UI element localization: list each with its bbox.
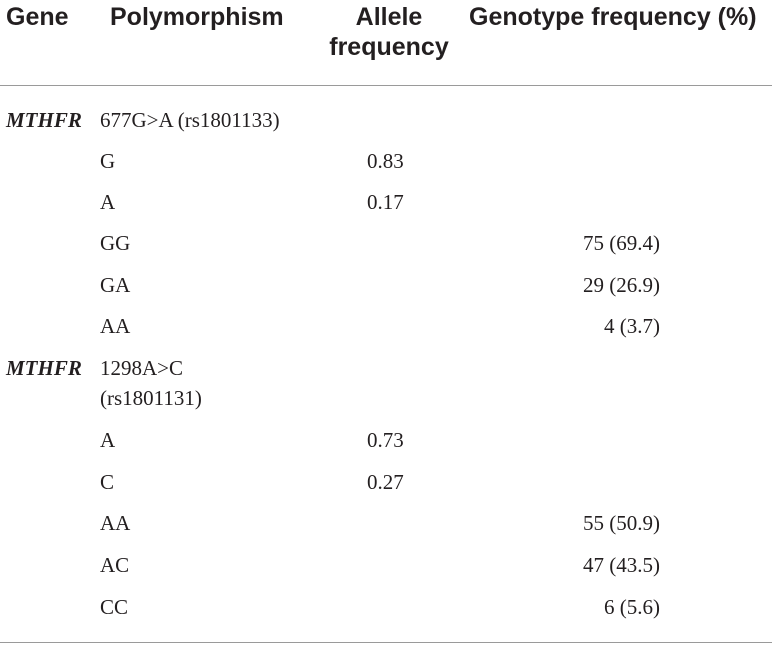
genotype-frequency-cell: 4 (3.7) [604,314,660,338]
polymorphism-cell: CC [100,595,129,619]
polymorphism-cell: AA [100,511,131,535]
header-polymorphism: Polymorphism [110,3,284,31]
polymorphism-cell: C [100,470,115,494]
polymorphism-cell: A [100,190,116,214]
polymorphism-cell: GG [100,231,131,255]
allele-frequency-cell: 0.17 [367,190,404,214]
header-allele-line1: Allele [355,3,423,31]
allele-frequency-cell: 0.27 [367,470,404,494]
header-rule [0,85,772,86]
polymorphism-cell: 677G>A (rs1801133) [100,108,280,132]
genotype-frequency-cell: 29 (26.9) [583,273,660,297]
genotype-frequency-cell: 55 (50.9) [583,511,660,535]
genotype-frequency-cell: 6 (5.6) [604,595,660,619]
gene-cell: MTHFR [6,108,82,132]
polymorphism-cell-line2: (rs1801131) [100,386,202,410]
gene-cell: MTHFR [6,356,82,380]
polymorphism-cell: AC [100,553,130,577]
header-gene: Gene [6,3,69,31]
allele-frequency-cell: 0.73 [367,428,404,452]
polymorphism-cell: AA [100,314,131,338]
polymorphism-cell: GA [100,273,131,297]
genotype-frequency-cell: 75 (69.4) [583,231,660,255]
bottom-rule [0,642,772,643]
polymorphism-cell: A [100,428,116,452]
allele-frequency-cell: 0.83 [367,149,404,173]
polymorphism-cell: 1298A>C [100,356,184,380]
header-genotype: Genotype frequency (%) [469,3,757,31]
polymorphism-cell: G [100,149,116,173]
genotype-frequency-cell: 47 (43.5) [583,553,660,577]
header-allele-line2: frequency [329,33,449,61]
